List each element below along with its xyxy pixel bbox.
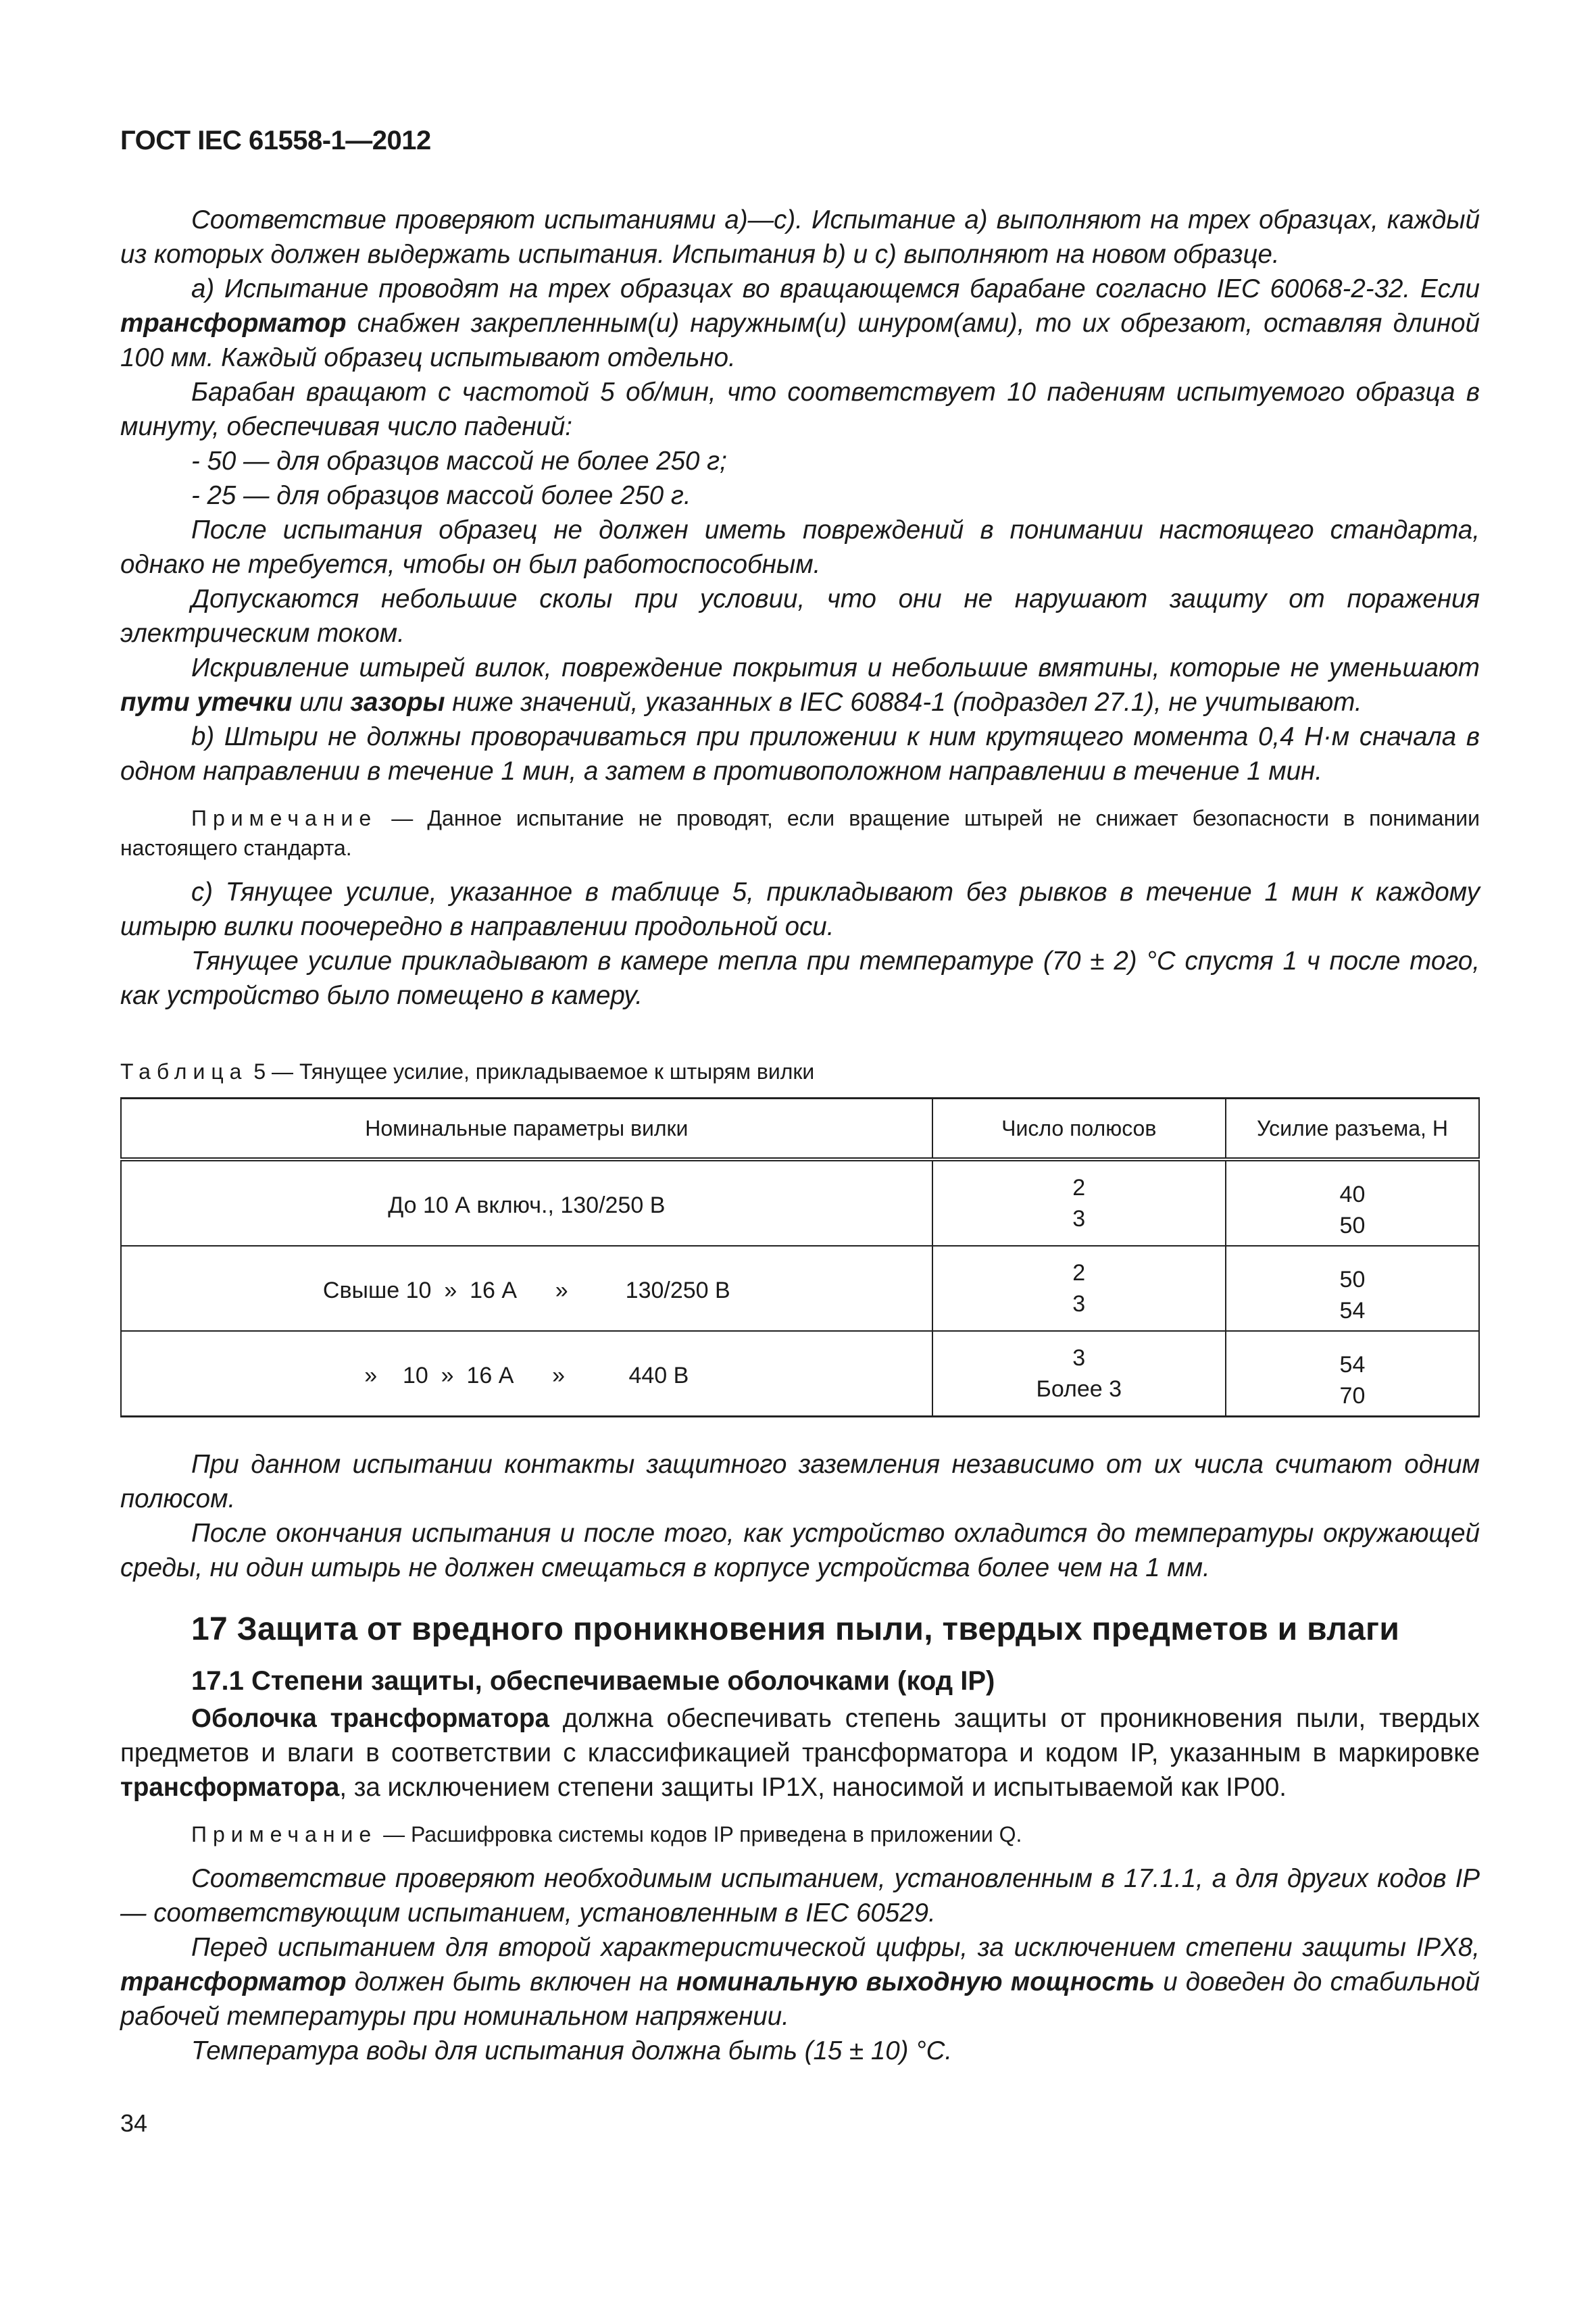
table-caption-label: Таблица: [120, 1059, 248, 1084]
paragraph: После окончания испытания и после того, как устройство охладится до температуры окружающей среды, ни один штырь не должен смещаться в корпусе устройства более чем на 1 мм.: [120, 1519, 1480, 1582]
table-row: [121, 1331, 1479, 1417]
paragraph: Оболочка трансформатора должна обеспечивать степень защиты от проникновения пыли, твердых предметов и влаги в соответствии с классификацией трансформатора и кодом IP, указанным в маркировке трансформатора, за исключением степени защиты IP1X, наносимой и испытываемой как IP00.: [120, 1704, 1480, 1802]
column-header: Номинальные параметры вилки: [121, 1099, 932, 1160]
document-body: [120, 203, 1480, 2068]
subsection-heading-17-1: 17.1 Степени защиты, обеспечиваемые оболочками (код IP): [191, 1666, 995, 1696]
term-enclosure: Оболочка трансформатора: [191, 1704, 549, 1733]
note: Примечание — Расшифровка системы кодов IP приведена в приложении Q.: [191, 1822, 1022, 1846]
term-creepage: пути утечки: [120, 688, 293, 717]
page-number: 34: [120, 2109, 148, 2137]
paragraph: Соответствие проверяют испытаниями a)—c). Испытание a) выполняют на трех образцах, каждый из которых должен выдержать испытания. Испытания b) и c) выполняют на новом образце.: [120, 205, 1480, 269]
cell-force: 54 70: [1226, 1331, 1479, 1417]
cell-poles: 3 Более 3: [932, 1331, 1226, 1417]
term-rated-output: номинальную выходную мощность: [676, 1967, 1155, 1996]
note-label: Примечание: [191, 806, 378, 830]
table-caption: Таблица 5 — Тянущее усилие, прикладываемое к штырям вилки: [120, 1059, 815, 1084]
cell-force: 50 54: [1226, 1246, 1479, 1331]
paragraph: c) Тянущее усилие, указанное в таблице 5, прикладывают без рывков в течение 1 мин к каждому штырю вилки поочередно в направлении продольной оси.: [120, 878, 1480, 941]
cell-params: » 10 » 16 А » 440 В: [121, 1331, 932, 1417]
table-5: [120, 1097, 1480, 1417]
paragraph: b) Штыри не должны проворачиваться при приложении к ним крутящего момента 0,4 Н·м сначала в одном направлении в течение 1 мин, а затем в противоположном направлении в течение 1 мин.: [120, 722, 1480, 786]
column-header: Усилие разъема, Н: [1226, 1099, 1479, 1160]
paragraph: Соответствие проверяют необходимым испытанием, установленным в 17.1.1, а для других кодов IP — соответствующим испытанием, установленным в IEC 60529.: [120, 1864, 1480, 1928]
term-transformer: трансформатор: [120, 1967, 347, 1996]
paragraph: Перед испытанием для второй характеристической цифры, за исключением степени защиты IPX8, трансформатор должен быть включен на номинальную выходную мощность и доведен до стабильной рабочей температуры при номинальном напряжении.: [120, 1933, 1480, 2031]
section-heading-17: 17 Защита от вредного проникновения пыли, твердых предметов и влаги: [191, 1611, 1400, 1647]
cell-force: 40 50: [1226, 1159, 1479, 1246]
list-item: - 25 — для образцов массой более 250 г.: [191, 481, 691, 510]
cell-poles: 2 3: [932, 1246, 1226, 1331]
term-clearance: зазоры: [350, 688, 445, 717]
term-transformer: трансформатора: [120, 1773, 340, 1802]
paragraph: После испытания образец не должен иметь повреждений в понимании настоящего стандарта, однако не требуется, чтобы он был работоспособным.: [120, 515, 1480, 579]
term-transformer: трансформатор: [120, 309, 347, 338]
paragraph: Допускаются небольшие сколы при условии, что они не нарушают защиту от поражения электрическим током.: [120, 584, 1480, 648]
note-label: Примечание: [191, 1822, 378, 1846]
table-row: [121, 1246, 1479, 1331]
cell-params: До 10 А включ., 130/250 В: [121, 1159, 932, 1246]
paragraph: При данном испытании контакты защитного заземления независимо от их числа считают одним полюсом.: [120, 1450, 1480, 1513]
paragraph: Искривление штырей вилок, повреждение покрытия и небольшие вмятины, которые не уменьшают пути утечки или зазоры ниже значений, указанных в IEC 60884-1 (подраздел 27.1), не учитывают.: [120, 653, 1480, 717]
paragraph: Температура воды для испытания должна быть (15 ± 10) °C.: [191, 2036, 953, 2065]
note: Примечание — Данное испытание не проводят, если вращение штырей не снижает безопасности в понимании настоящего стандарта.: [120, 806, 1480, 860]
cell-poles: 2 3: [932, 1159, 1226, 1246]
list-item: - 50 — для образцов массой не более 250 г;: [191, 447, 727, 476]
table-header-row: [121, 1099, 1479, 1160]
table-row: [121, 1159, 1479, 1246]
cell-params: Свыше 10 » 16 А » 130/250 В: [121, 1246, 932, 1331]
paragraph: Барабан вращают с частотой 5 об/мин, что соответствует 10 падениям испытуемого образца в минуту, обеспечивая число падений:: [120, 378, 1480, 441]
column-header: Число полюсов: [932, 1099, 1226, 1160]
document-header: ГОСТ IEC 61558-1—2012: [120, 126, 431, 155]
paragraph: a) Испытание проводят на трех образцах во вращающемся барабане согласно IEC 60068-2-32. Если трансформатор снабжен закрепленным(и) наружным(и) шнуром(ами), то их обрезают, оставляя длиной 100 мм. Каждый образец испытывают отдельно.: [120, 274, 1480, 372]
paragraph: Тянущее усилие прикладывают в камере тепла при температуре (70 ± 2) °C спустя 1 ч после того, как устройство было помещено в камеру.: [120, 947, 1480, 1010]
